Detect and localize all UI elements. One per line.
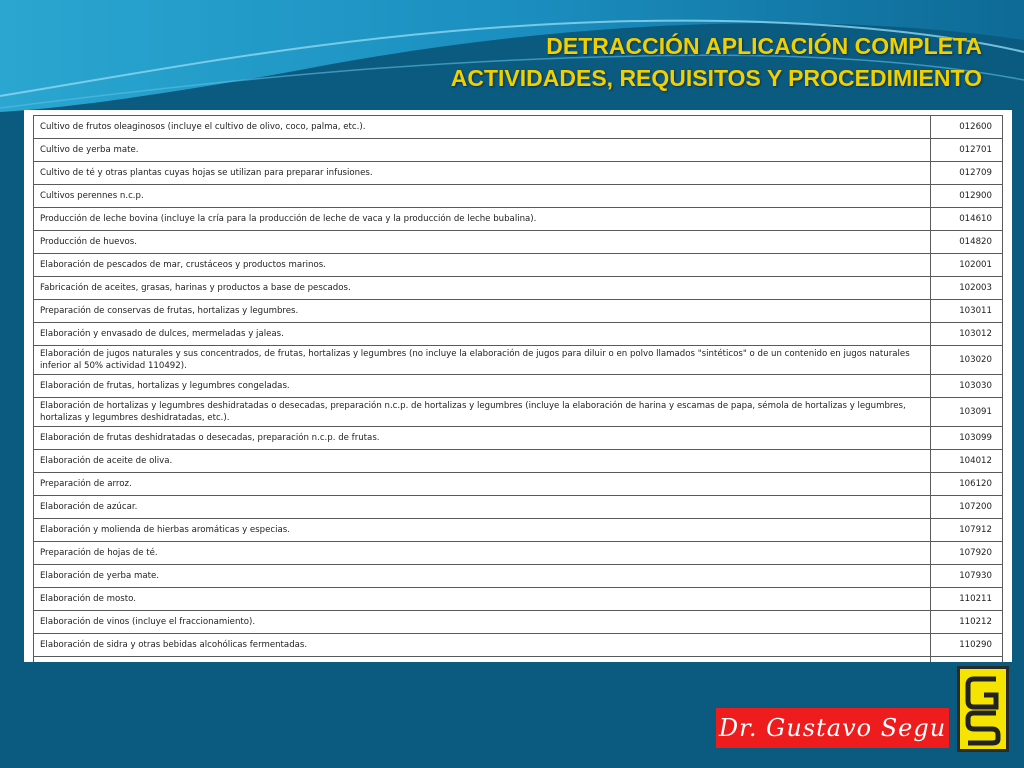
table-row xyxy=(34,496,1003,519)
activity-description: Elaboración de frutas, hortalizas y legumbres congeladas. xyxy=(34,375,931,398)
activity-code: 103091 xyxy=(931,398,1003,427)
table-row xyxy=(34,588,1003,611)
activity-table xyxy=(33,115,1003,662)
activity-code: 103099 xyxy=(931,427,1003,450)
activity-code: 107930 xyxy=(931,565,1003,588)
activity-code: 103020 xyxy=(931,346,1003,375)
activity-description: Cultivo de té y otras plantas cuyas hojas se utilizan para preparar infusiones. xyxy=(34,162,931,185)
activity-description: Preparación de conservas de frutas, hortalizas y legumbres. xyxy=(34,300,931,323)
activity-description: Elaboración de pescados de mar, crustáceos y productos marinos. xyxy=(34,254,931,277)
table-row xyxy=(34,375,1003,398)
gs-logo-icon xyxy=(960,669,1006,749)
activity-description: Producción de leche bovina (incluye la cría para la producción de leche de vaca y la producción de leche bubalina). xyxy=(34,208,931,231)
activity-description: Elaboración de aceite de oliva. xyxy=(34,450,931,473)
table-row xyxy=(34,657,1003,663)
slide-title xyxy=(451,30,982,94)
activity-description: Elaboración y molienda de hierbas aromáticas y especias. xyxy=(34,519,931,542)
table-row xyxy=(34,542,1003,565)
activity-code: 102001 xyxy=(931,254,1003,277)
activity-description: Fabricación de aceites, grasas, harinas y productos a base de pescados. xyxy=(34,277,931,300)
activity-description: Elaboración de vinos (incluye el fraccionamiento). xyxy=(34,611,931,634)
activity-description: Producción de huevos. xyxy=(34,231,931,254)
activity-description: Cultivos perennes n.c.p. xyxy=(34,185,931,208)
activity-code: 110211 xyxy=(931,588,1003,611)
table-row xyxy=(34,450,1003,473)
table-row xyxy=(34,611,1003,634)
table-row xyxy=(34,565,1003,588)
activity-description: Elaboración de jugos naturales y sus concentrados, de frutas, hortalizas y legumbres (no incluye la elaboración de jugos para diluir o en polvo llamados "sintéticos" o de un contenido en jugos naturales inferior al 50% actividad 110492). xyxy=(34,346,931,375)
activity-description: Cultivo de frutos oleaginosos (incluye el cultivo de olivo, coco, palma, etc.). xyxy=(34,116,931,139)
activity-description: Preparación de hojas de té. xyxy=(34,542,931,565)
activity-code: 014820 xyxy=(931,231,1003,254)
table-row xyxy=(34,634,1003,657)
activity-code: 103030 xyxy=(931,375,1003,398)
table-row xyxy=(34,139,1003,162)
activity-description xyxy=(34,657,931,663)
activity-description: Cultivo de yerba mate. xyxy=(34,139,931,162)
activity-code: 110290 xyxy=(931,634,1003,657)
activity-code: 107200 xyxy=(931,496,1003,519)
activity-code: 104012 xyxy=(931,450,1003,473)
activity-code: 106120 xyxy=(931,473,1003,496)
activity-code: 014610 xyxy=(931,208,1003,231)
activity-code: 012701 xyxy=(931,139,1003,162)
table-row xyxy=(34,323,1003,346)
title-line-1: DETRACCIÓN APLICACIÓN COMPLETA xyxy=(546,33,982,59)
activity-table-container xyxy=(24,110,1012,662)
activity-description: Elaboración de frutas deshidratadas o desecadas, preparación n.c.p. de frutas. xyxy=(34,427,931,450)
title-line-2: ACTIVIDADES, REQUISITOS Y PROCEDIMIENTO xyxy=(450,65,982,91)
table-row xyxy=(34,162,1003,185)
table-row xyxy=(34,427,1003,450)
table-row xyxy=(34,116,1003,139)
activity-description: Elaboración de mosto. xyxy=(34,588,931,611)
table-row xyxy=(34,254,1003,277)
activity-description: Elaboración de hortalizas y legumbres deshidratadas o desecadas, preparación n.c.p. de hortalizas y legumbres (incluye la elaboración de harina y escamas de papa, sémola de hortalizas y legumbres, hortalizas y legumbres deshidratadas, etc.). xyxy=(34,398,931,427)
table-row xyxy=(34,208,1003,231)
table-row xyxy=(34,277,1003,300)
activity-code: 102003 xyxy=(931,277,1003,300)
activity-description: Elaboración de azúcar. xyxy=(34,496,931,519)
activity-description: Elaboración de sidra y otras bebidas alcohólicas fermentadas. xyxy=(34,634,931,657)
table-row xyxy=(34,300,1003,323)
activity-code: 103012 xyxy=(931,323,1003,346)
author-signature: Dr. Gustavo Segu xyxy=(716,708,949,748)
gs-logo xyxy=(957,666,1009,752)
table-row xyxy=(34,231,1003,254)
activity-code: 107920 xyxy=(931,542,1003,565)
activity-code: 107912 xyxy=(931,519,1003,542)
activity-description: Elaboración de yerba mate. xyxy=(34,565,931,588)
table-row xyxy=(34,398,1003,427)
table-row xyxy=(34,519,1003,542)
activity-code: 110212 xyxy=(931,611,1003,634)
activity-code: 103011 xyxy=(931,300,1003,323)
activity-code xyxy=(931,657,1003,663)
activity-code: 012600 xyxy=(931,116,1003,139)
table-row xyxy=(34,473,1003,496)
activity-description: Elaboración y envasado de dulces, mermeladas y jaleas. xyxy=(34,323,931,346)
activity-description: Preparación de arroz. xyxy=(34,473,931,496)
table-row xyxy=(34,346,1003,375)
activity-code: 012709 xyxy=(931,162,1003,185)
table-row xyxy=(34,185,1003,208)
activity-code: 012900 xyxy=(931,185,1003,208)
